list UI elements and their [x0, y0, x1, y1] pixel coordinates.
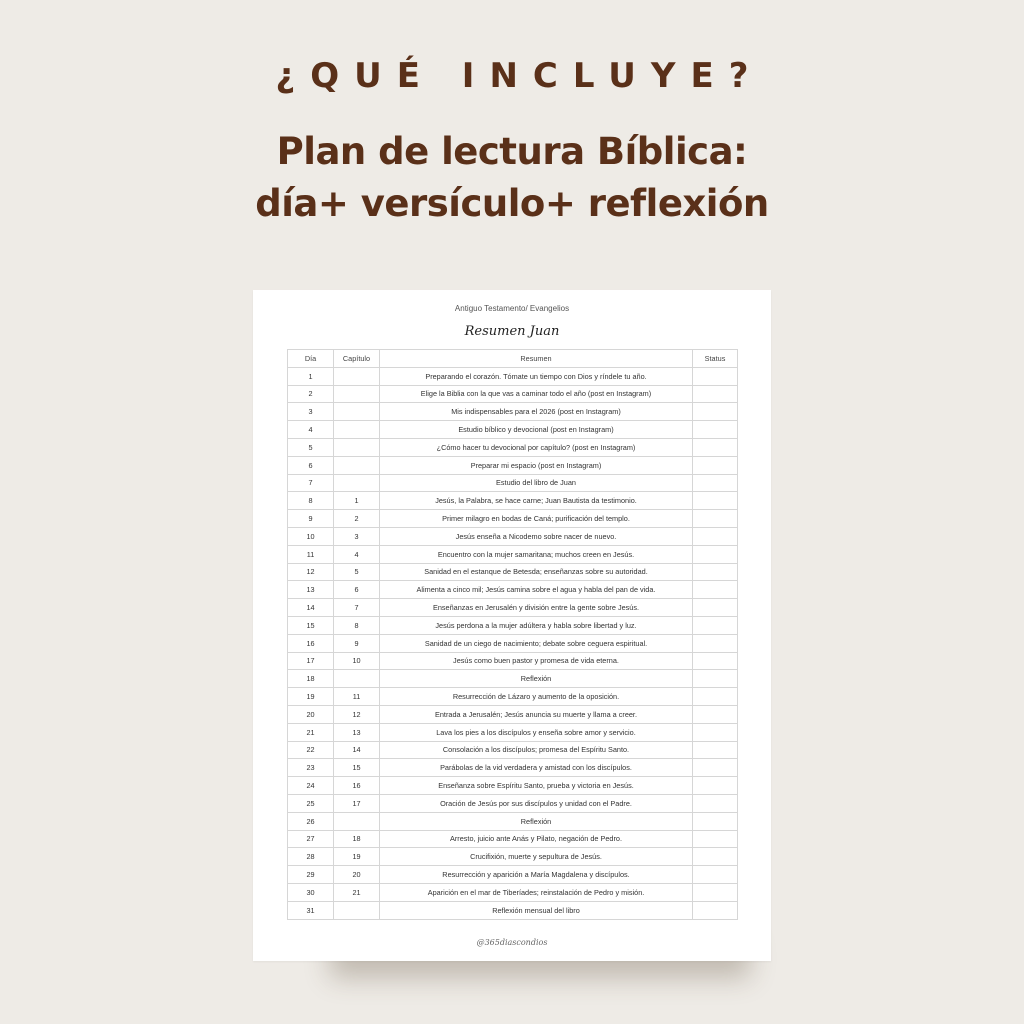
- resumen-cell: Crucifixión, muerte y sepultura de Jesús.: [380, 848, 693, 866]
- dia-cell: 5: [288, 438, 334, 456]
- status-cell[interactable]: [693, 527, 738, 545]
- table-row: [288, 367, 738, 385]
- dia-cell: 26: [288, 812, 334, 830]
- status-cell[interactable]: [693, 421, 738, 439]
- dia-cell: 21: [288, 723, 334, 741]
- resumen-cell: Consolación a los discípulos; promesa del Espíritu Santo.: [380, 741, 693, 759]
- headline-line-1: Plan de lectura Bíblica:: [276, 130, 748, 173]
- table-row: [288, 759, 738, 777]
- resumen-cell: Alimenta a cinco mil; Jesús camina sobre el agua y habla del pan de vida.: [380, 581, 693, 599]
- capitulo-cell: 19: [334, 848, 380, 866]
- resumen-cell: Estudio bíblico y devocional (post en Instagram): [380, 421, 693, 439]
- dia-cell: 19: [288, 688, 334, 706]
- table-row: [288, 777, 738, 795]
- headline: [0, 126, 1024, 230]
- capitulo-cell: [334, 670, 380, 688]
- resumen-cell: Reflexión: [380, 670, 693, 688]
- status-cell[interactable]: [693, 741, 738, 759]
- status-cell[interactable]: [693, 688, 738, 706]
- capitulo-cell: [334, 456, 380, 474]
- status-cell[interactable]: [693, 901, 738, 919]
- dia-cell: 28: [288, 848, 334, 866]
- resumen-cell: Resurrección de Lázaro y aumento de la oposición.: [380, 688, 693, 706]
- status-cell[interactable]: [693, 616, 738, 634]
- capitulo-cell: 13: [334, 723, 380, 741]
- status-cell[interactable]: [693, 403, 738, 421]
- dia-cell: 9: [288, 510, 334, 528]
- resumen-cell: Jesús como buen pastor y promesa de vida eterna.: [380, 652, 693, 670]
- resumen-cell: Jesús enseña a Nicodemo sobre nacer de nuevo.: [380, 527, 693, 545]
- dia-cell: 27: [288, 830, 334, 848]
- status-cell[interactable]: [693, 705, 738, 723]
- status-cell[interactable]: [693, 866, 738, 884]
- dia-cell: 23: [288, 759, 334, 777]
- status-cell[interactable]: [693, 563, 738, 581]
- resumen-cell: Resurrección y aparición a María Magdalena y discípulos.: [380, 866, 693, 884]
- headline-line-2: día+ versículo+ reflexión: [255, 182, 769, 225]
- dia-cell: 25: [288, 794, 334, 812]
- status-cell[interactable]: [693, 812, 738, 830]
- column-header-dia: Día: [288, 350, 334, 368]
- capitulo-cell: 2: [334, 510, 380, 528]
- resumen-cell: Encuentro con la mujer samaritana; muchos creen en Jesús.: [380, 545, 693, 563]
- dia-cell: 2: [288, 385, 334, 403]
- status-cell[interactable]: [693, 883, 738, 901]
- dia-cell: 6: [288, 456, 334, 474]
- capitulo-cell: 3: [334, 527, 380, 545]
- status-cell[interactable]: [693, 456, 738, 474]
- status-cell[interactable]: [693, 599, 738, 617]
- table-row: [288, 670, 738, 688]
- capitulo-cell: [334, 403, 380, 421]
- resumen-cell: Sanidad en el estanque de Betesda; enseñanzas sobre su autoridad.: [380, 563, 693, 581]
- resumen-cell: Primer milagro en bodas de Caná; purificación del templo.: [380, 510, 693, 528]
- reading-plan-table: [287, 349, 738, 920]
- capitulo-cell: 5: [334, 563, 380, 581]
- dia-cell: 17: [288, 652, 334, 670]
- table-row: [288, 438, 738, 456]
- table-row: [288, 456, 738, 474]
- table-row: [288, 688, 738, 706]
- document-page: [253, 290, 771, 961]
- capitulo-cell: 8: [334, 616, 380, 634]
- table-row: [288, 421, 738, 439]
- status-cell[interactable]: [693, 794, 738, 812]
- capitulo-cell: 7: [334, 599, 380, 617]
- table-row: [288, 385, 738, 403]
- dia-cell: 10: [288, 527, 334, 545]
- dia-cell: 12: [288, 563, 334, 581]
- resumen-cell: Sanidad de un ciego de nacimiento; debate sobre ceguera espiritual.: [380, 634, 693, 652]
- table-row: [288, 545, 738, 563]
- resumen-cell: Enseñanzas en Jerusalén y división entre la gente sobre Jesús.: [380, 599, 693, 617]
- table-row: [288, 812, 738, 830]
- capitulo-cell: [334, 474, 380, 492]
- table-row: [288, 634, 738, 652]
- dia-cell: 18: [288, 670, 334, 688]
- capitulo-cell: 20: [334, 866, 380, 884]
- table-row: [288, 616, 738, 634]
- resumen-cell: Enseñanza sobre Espíritu Santo, prueba y victoria en Jesús.: [380, 777, 693, 795]
- capitulo-cell: 4: [334, 545, 380, 563]
- table-row: [288, 901, 738, 919]
- capitulo-cell: 21: [334, 883, 380, 901]
- capitulo-cell: 10: [334, 652, 380, 670]
- capitulo-cell: 16: [334, 777, 380, 795]
- capitulo-cell: 11: [334, 688, 380, 706]
- resumen-cell: Parábolas de la vid verdadera y amistad con los discípulos.: [380, 759, 693, 777]
- status-cell[interactable]: [693, 367, 738, 385]
- status-cell[interactable]: [693, 474, 738, 492]
- capitulo-cell: [334, 901, 380, 919]
- table-row: [288, 492, 738, 510]
- resumen-cell: Preparar mi espacio (post en Instagram): [380, 456, 693, 474]
- table-row: [288, 652, 738, 670]
- dia-cell: 16: [288, 634, 334, 652]
- capitulo-cell: 12: [334, 705, 380, 723]
- column-header-capitulo: Capítulo: [334, 350, 380, 368]
- status-cell[interactable]: [693, 652, 738, 670]
- status-cell[interactable]: [693, 848, 738, 866]
- capitulo-cell: [334, 421, 380, 439]
- dia-cell: 14: [288, 599, 334, 617]
- status-cell[interactable]: [693, 830, 738, 848]
- table-header-row: [288, 350, 738, 368]
- table-row: [288, 866, 738, 884]
- table-row: [288, 527, 738, 545]
- column-header-status: Status: [693, 350, 738, 368]
- eyebrow-heading: ¿QUÉ INCLUYE?: [275, 56, 764, 96]
- status-cell[interactable]: [693, 581, 738, 599]
- table-row: [288, 848, 738, 866]
- status-cell[interactable]: [693, 492, 738, 510]
- status-cell[interactable]: [693, 438, 738, 456]
- resumen-cell: Mis indispensables para el 2026 (post en Instagram): [380, 403, 693, 421]
- resumen-cell: Oración de Jesús por sus discípulos y unidad con el Padre.: [380, 794, 693, 812]
- resumen-cell: Arresto, juicio ante Anás y Pilato, negación de Pedro.: [380, 830, 693, 848]
- resumen-cell: Aparición en el mar de Tiberíades; reinstalación de Pedro y misión.: [380, 883, 693, 901]
- dia-cell: 8: [288, 492, 334, 510]
- table-row: [288, 883, 738, 901]
- resumen-cell: Preparando el corazón. Tómate un tiempo con Dios y ríndele tu año.: [380, 367, 693, 385]
- dia-cell: 15: [288, 616, 334, 634]
- capitulo-cell: 15: [334, 759, 380, 777]
- resumen-cell: Jesús perdona a la mujer adúltera y habla sobre libertad y luz.: [380, 616, 693, 634]
- dia-cell: 20: [288, 705, 334, 723]
- capitulo-cell: [334, 812, 380, 830]
- dia-cell: 7: [288, 474, 334, 492]
- dia-cell: 31: [288, 901, 334, 919]
- table-row: [288, 599, 738, 617]
- resumen-cell: Elige la Biblia con la que vas a caminar todo el año (post en Instagram): [380, 385, 693, 403]
- footer-handle: @365diascondios: [476, 938, 548, 947]
- resumen-cell: Entrada a Jerusalén; Jesús anuncia su muerte y llama a creer.: [380, 705, 693, 723]
- table-row: [288, 705, 738, 723]
- column-header-resumen: Resumen: [380, 350, 693, 368]
- status-cell[interactable]: [693, 634, 738, 652]
- dia-cell: 11: [288, 545, 334, 563]
- table-row: [288, 741, 738, 759]
- dia-cell: 13: [288, 581, 334, 599]
- resumen-cell: Reflexión mensual del libro: [380, 901, 693, 919]
- status-cell[interactable]: [693, 385, 738, 403]
- dia-cell: 4: [288, 421, 334, 439]
- dia-cell: 3: [288, 403, 334, 421]
- status-cell[interactable]: [693, 759, 738, 777]
- status-cell[interactable]: [693, 510, 738, 528]
- dia-cell: 22: [288, 741, 334, 759]
- table-row: [288, 830, 738, 848]
- capitulo-cell: 1: [334, 492, 380, 510]
- table-row: [288, 403, 738, 421]
- dia-cell: 1: [288, 367, 334, 385]
- resumen-cell: Reflexión: [380, 812, 693, 830]
- status-cell[interactable]: [693, 670, 738, 688]
- resumen-cell: Jesús, la Palabra, se hace carne; Juan Bautista da testimonio.: [380, 492, 693, 510]
- table-row: [288, 794, 738, 812]
- document-title: Resumen Juan: [464, 324, 560, 339]
- table-row: [288, 723, 738, 741]
- capitulo-cell: 9: [334, 634, 380, 652]
- status-cell[interactable]: [693, 777, 738, 795]
- dia-cell: 30: [288, 883, 334, 901]
- dia-cell: 29: [288, 866, 334, 884]
- dia-cell: 24: [288, 777, 334, 795]
- capitulo-cell: 17: [334, 794, 380, 812]
- table-row: [288, 510, 738, 528]
- table-row: [288, 563, 738, 581]
- status-cell[interactable]: [693, 545, 738, 563]
- table-body: [288, 367, 738, 919]
- resumen-cell: Lava los pies a los discípulos y enseña sobre amor y servicio.: [380, 723, 693, 741]
- table-row: [288, 474, 738, 492]
- table-row: [288, 581, 738, 599]
- capitulo-cell: [334, 385, 380, 403]
- capitulo-cell: 14: [334, 741, 380, 759]
- status-cell[interactable]: [693, 723, 738, 741]
- capitulo-cell: 18: [334, 830, 380, 848]
- capitulo-cell: 6: [334, 581, 380, 599]
- resumen-cell: Estudio del libro de Juan: [380, 474, 693, 492]
- capitulo-cell: [334, 367, 380, 385]
- document-subtitle: Antiguo Testamento/ Evangelios: [454, 304, 570, 313]
- resumen-cell: ¿Cómo hacer tu devocional por capítulo? (post en Instagram): [380, 438, 693, 456]
- capitulo-cell: [334, 438, 380, 456]
